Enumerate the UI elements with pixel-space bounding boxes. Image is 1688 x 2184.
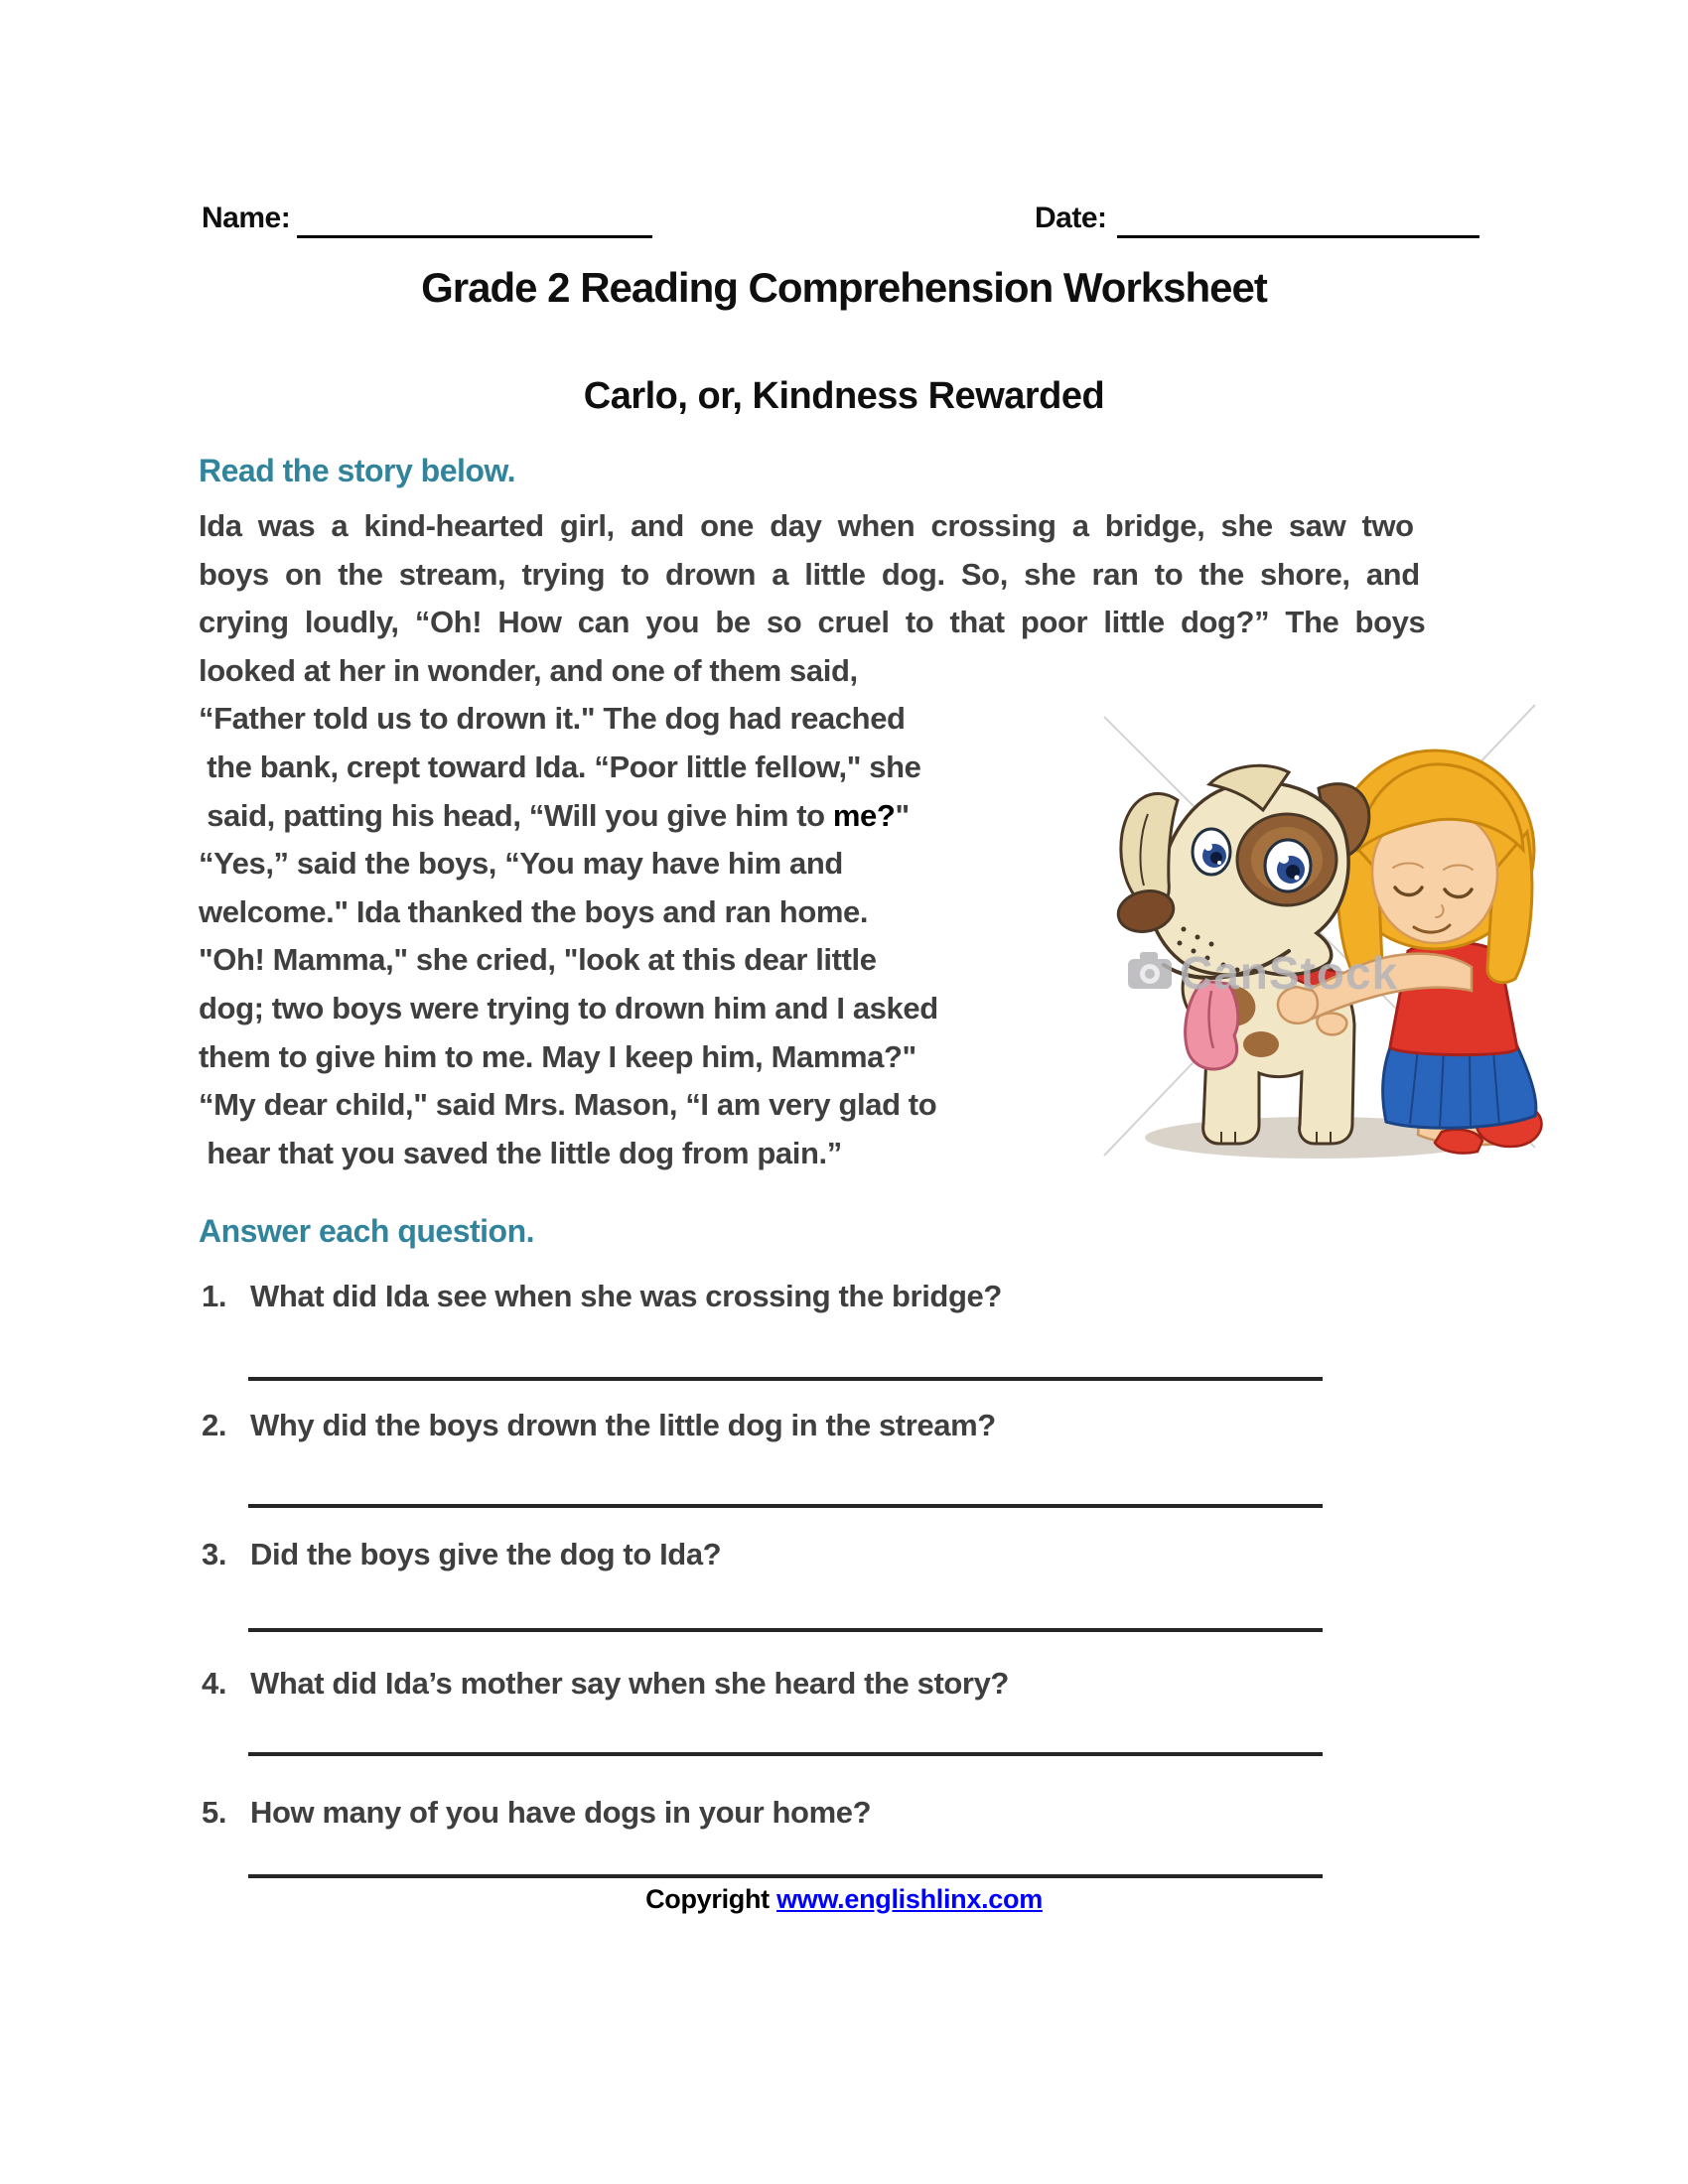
story-line: “Father told us to drown it." The dog had reached bbox=[199, 701, 906, 737]
question-row bbox=[202, 1279, 1002, 1314]
question-text: Did the boys give the dog to Ida? bbox=[250, 1537, 722, 1571]
question-number: 2. bbox=[202, 1408, 227, 1442]
canstock-watermark bbox=[1128, 947, 1398, 999]
question-number: 3. bbox=[202, 1537, 227, 1571]
question-number: 5. bbox=[202, 1795, 227, 1830]
copyright-label: Copyright bbox=[645, 1884, 770, 1914]
answer-line bbox=[248, 1504, 1323, 1508]
question-text: Why did the boys drown the little dog in the stream? bbox=[250, 1408, 996, 1442]
name-write-line bbox=[297, 235, 652, 238]
answer-line bbox=[248, 1377, 1323, 1381]
story-line: hear that you saved the little dog from pain.” bbox=[199, 1135, 842, 1170]
canstock-watermark-text: CanStock bbox=[1180, 947, 1399, 999]
story-line: “My dear child," said Mrs. Mason, “I am very glad to bbox=[199, 1087, 937, 1123]
story-line: “Yes,” said the boys, “You may have him and bbox=[199, 846, 843, 882]
name-label: Name: bbox=[202, 202, 291, 234]
story-title: Carlo, or, Kindness Rewarded bbox=[583, 375, 1105, 417]
story-line: the bank, crept toward Ida. “Poor little fellow," she bbox=[199, 749, 921, 784]
copyright-line bbox=[0, 1884, 1688, 1915]
story-line: said, patting his head, “Will you give him to me?" bbox=[199, 797, 910, 833]
question-text: How many of you have dogs in your home? bbox=[250, 1795, 872, 1830]
question-text: What did Ida’s mother say when she heard the story? bbox=[250, 1666, 1009, 1701]
question-row bbox=[202, 1666, 1009, 1702]
date-label: Date: bbox=[1035, 202, 1107, 234]
story-line: looked at her in wonder, and one of them said, bbox=[199, 652, 858, 688]
canstock-camera-icon bbox=[1128, 952, 1172, 989]
story-line: Ida was a kind-hearted girl, and one day when crossing a bridge, she saw two bbox=[199, 508, 1414, 543]
story-line: them to give him to me. May I keep him, Mamma?" bbox=[199, 1038, 916, 1074]
question-number: 4. bbox=[202, 1666, 227, 1701]
question-row bbox=[202, 1408, 996, 1443]
read-story-heading: Read the story below. bbox=[199, 453, 516, 488]
girl-hugging-dog-illustration bbox=[1092, 683, 1545, 1165]
question-row bbox=[202, 1795, 871, 1831]
englishlinx-link[interactable]: www.englishlinx.com bbox=[776, 1884, 1043, 1914]
answer-line bbox=[248, 1874, 1323, 1878]
story-line: dog; two boys were trying to drown him and I asked bbox=[199, 990, 938, 1025]
story-line: "Oh! Mamma," she cried, "look at this dear little bbox=[199, 942, 877, 978]
question-row bbox=[202, 1537, 721, 1572]
page-title: Grade 2 Reading Comprehension Worksheet bbox=[421, 264, 1267, 311]
question-number: 1. bbox=[202, 1279, 227, 1313]
story-line: boys on the stream, trying to drown a little dog. So, she ran to the shore, and bbox=[199, 556, 1420, 592]
answer-questions-heading: Answer each question. bbox=[199, 1213, 535, 1249]
answer-line bbox=[248, 1752, 1323, 1756]
question-text: What did Ida see when she was crossing the bridge? bbox=[250, 1279, 1002, 1313]
answer-line bbox=[248, 1628, 1323, 1632]
story-line: crying loudly, “Oh! How can you be so cruel to that poor little dog?” The boys bbox=[199, 605, 1426, 640]
date-write-line bbox=[1117, 235, 1479, 238]
story-line: welcome." Ida thanked the boys and ran home. bbox=[199, 893, 869, 929]
